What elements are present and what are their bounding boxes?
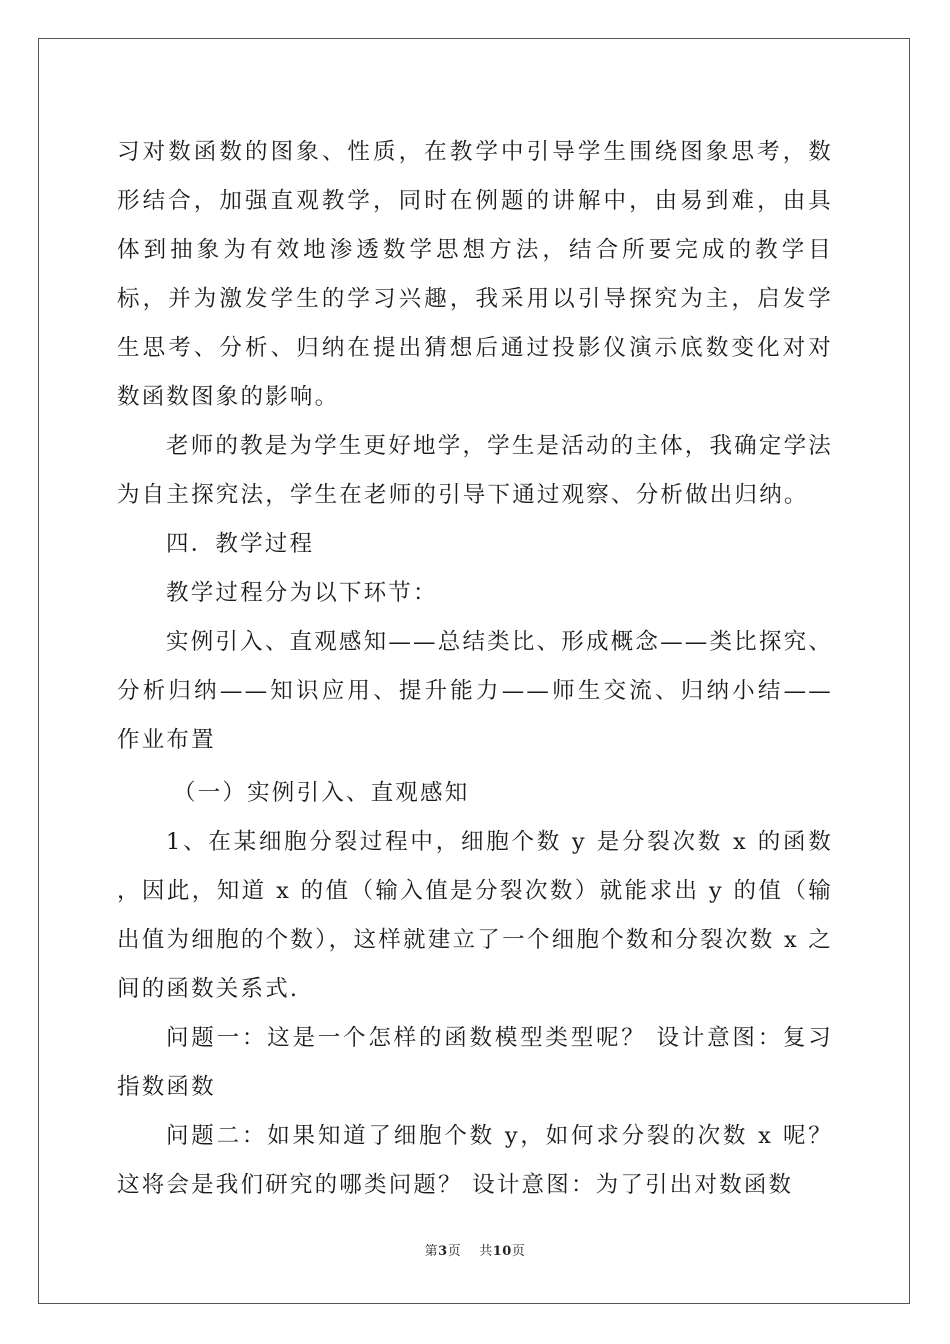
footer-page-suffix: 页 xyxy=(447,1244,462,1259)
footer-page-prefix: 第 xyxy=(424,1244,439,1259)
footer-total-suffix: 页 xyxy=(511,1244,526,1259)
paragraph-learning-method: 老师的教是为学生更好地学，学生是活动的主体，我确定学法为自主探究法，学生在老师的引导下通过观察、分析做出归纳。 xyxy=(117,433,833,508)
section-heading-teaching-process: 四．教学过程 xyxy=(166,531,315,557)
paragraph-cell-division-example: 1、在某细胞分裂过程中，细胞个数 y 是分裂次数 x 的函数 ，因此，知道 x 的值（输入值是分裂次数）就能求出 y 的值（输出值为细胞的个数），这样就建立了一个细胞个数和分裂次数 x 之间的函数关系式. xyxy=(117,829,833,1002)
subsection-heading-example-intro: （一）实例引入、直观感知 xyxy=(173,780,470,806)
footer-total-number: 10 xyxy=(492,1244,512,1259)
paragraph-question-two: 问题二：如果知道了细胞个数 y，如何求分裂的次数 x 呢？这将会是我们研究的哪类问题？ 设计意图：为了引出对数函数 xyxy=(117,1123,833,1198)
paragraph-process-steps: 实例引入、直观感知——总结类比、形成概念——类比探究、分析归纳——知识应用、提升能力——师生交流、归纳小结——作业布置 xyxy=(117,629,833,753)
paragraph-process-intro: 教学过程分为以下环节： xyxy=(166,580,438,606)
paragraph-teaching-method: 习对数函数的图象、性质，在教学中引导学生围绕图象思考，数形结合，加强直观教学，同时在例题的讲解中，由易到难，由具体到抽象为有效地渗透数学思想方法，结合所要完成的教学目标，并为激发学生的学习兴趣，我采用以引导探究为主，启发学生思考、分析、归纳在提出猜想后通过投影仪演示底数变化对对数函数图象的影响。 xyxy=(117,139,833,410)
page-footer xyxy=(0,1240,950,1259)
footer-total-prefix: 共 xyxy=(479,1244,493,1259)
document-body xyxy=(117,128,833,1210)
paragraph-question-one: 问题一：这是一个怎样的函数模型类型呢？ 设计意图：复习指数函数 xyxy=(117,1025,833,1100)
footer-page-number: 3 xyxy=(438,1244,448,1259)
